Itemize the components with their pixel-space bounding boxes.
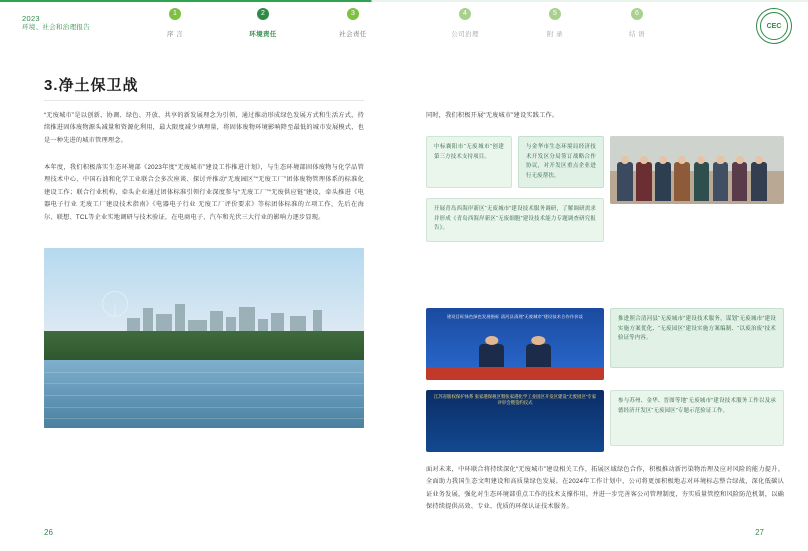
page-number-right: 27 bbox=[755, 528, 764, 537]
right-paragraph-1: 同时，我们积极开展“无废城市”建设实践工作。 bbox=[426, 112, 559, 119]
ferris-wheel-icon bbox=[102, 291, 128, 317]
photo-qingdao-banner bbox=[426, 308, 604, 380]
right-page bbox=[404, 52, 808, 551]
nav-item-preface[interactable] bbox=[140, 8, 210, 41]
nav-item-social[interactable] bbox=[318, 8, 388, 41]
right-paragraph-2: 面对未来，中环联合将持续深化“无废城市”建设相关工作，拓展区域绿色合作，积极推动新污染物治理及应对风险的能力提升。全面助力我国生态文明建设和高质量绿色发展。在2024年工作计划中，公司将更加积极地志对环境标志整合绿战，深化低碳认证业务发展，强化对生态环境部重点工作的技术支撑作用，并进一步完善客公司管理制度，夯实质量管控和风险防范机制，以确保持续提供高效、专业、优质的环保认证技术服务。 bbox=[426, 466, 784, 511]
report-year: 2023 bbox=[22, 14, 40, 23]
nav-label: 附 录 bbox=[546, 31, 563, 38]
nav-label: 结 语 bbox=[628, 31, 645, 38]
nav-number: 4 bbox=[459, 8, 471, 20]
company-logo-text: CEC bbox=[760, 12, 788, 40]
nav-number: 2 bbox=[257, 8, 269, 20]
nav-number: 5 bbox=[549, 8, 561, 20]
sign-text: 江苏省版权保护体系 张家港保税区暨张家港化学工业园区开发区建设“无废园区”专家评审会暨签约仪式 bbox=[433, 393, 597, 405]
nav-item-governance[interactable] bbox=[430, 8, 500, 41]
top-navigation-bar bbox=[0, 0, 808, 52]
photo-water bbox=[44, 360, 364, 428]
card-qingdao: 开展青岛西海岸新区“无废城市”建设技术服务调研，了解调研需求并形成《青岛西海岸新区“无废细胞”建设技术能力专题调查研究报告》。 bbox=[426, 198, 604, 242]
card-qinghe: 推进照合清河县“无废城市”建设技术服务，谋划“无废城市”建设实施方案优化、“无废园区”建设实施方案编制、“以废治废”技术验证等内容。 bbox=[610, 308, 784, 368]
left-paragraph-2: 本年度，我们积极落实生态环境部《2023年度“无废城市”建设工作推进计划》，与生态环境部固体废物与化学品管理技术中心、中国石油和化学工业联合会多次座谈、探讨并推动“无废园区”“无废工厂”团体废物管理体系的标准化建设工作；联合行业机构，牵头企业通过团体标准引领行业深度参与“无废工厂”“无废供应链”建设，牵头推进《电器电子行业 无废工厂建设技术指南》《电器电子行业 无废工厂评价要求》等标团体标准的立项工作，先后在海尔、联想、TCL等企业实地调研与技术验证，在电商电子、汽车和光伏三大行业的影响力逐步显现。 bbox=[44, 164, 364, 221]
photo-treeline bbox=[44, 331, 364, 360]
report-title bbox=[22, 14, 90, 32]
card-suzhou: 参与苏州、金华、晋图等地“无废城市”建设技术服务工作以及承德经济开发区“无废园区”专题示范验证工作。 bbox=[610, 390, 784, 446]
left-page bbox=[0, 52, 404, 551]
nav-item-environment[interactable] bbox=[228, 8, 298, 41]
left-paragraph-1: “无废城市”是以创新、协调、绿色、开放、共享的新发展理念为引领，通过推动形成绿色发展方式和生活方式，持续推进固体废物源头减量和资源化利用，最大限度减少填埋量，将固体废物环境影响降至最低的城市发展模式，也是一种先进的城市管理理念。 bbox=[44, 112, 364, 144]
nav-label: 社会责任 bbox=[339, 31, 367, 38]
nav-item-appendix[interactable] bbox=[520, 8, 590, 41]
city-waterfront-photo bbox=[44, 248, 364, 428]
nav-label: 序 言 bbox=[166, 31, 183, 38]
card-jinhua: 与金华市生态环境局经济技术开发区分局签订战略合作协议，对开发区重点企业进行无废帮扶。 bbox=[518, 136, 604, 188]
nav-item-epilogue[interactable] bbox=[602, 8, 672, 41]
title-divider bbox=[44, 100, 364, 101]
nav-accent-line bbox=[0, 0, 808, 2]
card-zaoyang: 中标襄阳市“无废城市”创建第三方技术支持项目。 bbox=[426, 136, 512, 188]
photo-suzhou-sign bbox=[426, 390, 604, 452]
nav-number: 1 bbox=[169, 8, 181, 20]
company-logo bbox=[756, 8, 792, 44]
photo-jinhua-meeting bbox=[610, 136, 784, 204]
nav-label: 公司治理 bbox=[451, 31, 479, 38]
nav-items bbox=[140, 8, 660, 48]
nav-label: 环境责任 bbox=[249, 31, 277, 38]
report-name: 环境、社会和治理报告 bbox=[22, 24, 90, 31]
nav-number: 3 bbox=[347, 8, 359, 20]
page-title: 3.净土保卫战 bbox=[44, 77, 139, 94]
page-number-left: 26 bbox=[44, 528, 53, 537]
banner-text: 建设目标绿色绿色发展指标 清河县清理“无废城市”建设技术合作作价谈 bbox=[446, 313, 584, 319]
nav-number: 6 bbox=[631, 8, 643, 20]
